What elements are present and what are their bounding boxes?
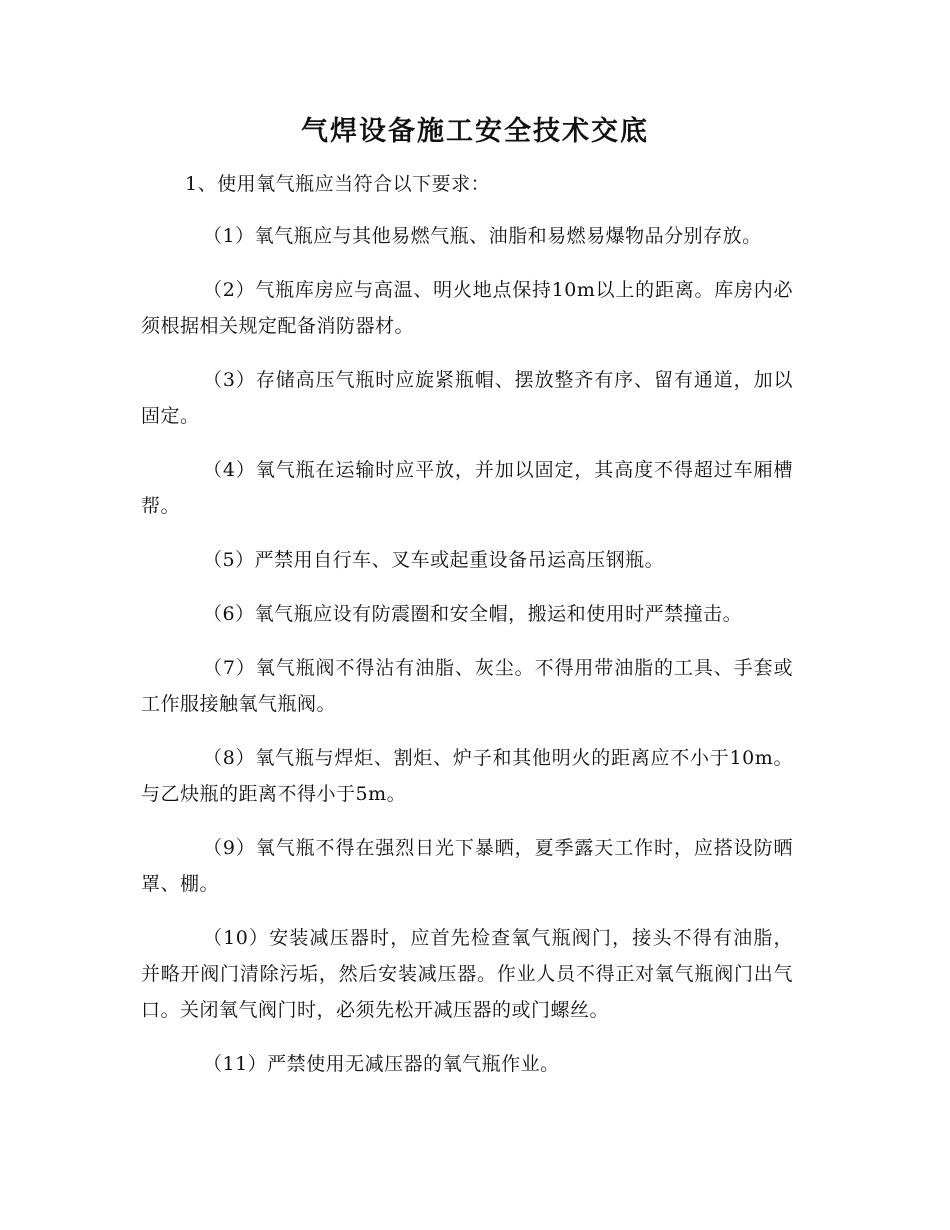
requirement-item-2: （2）气瓶库房应与高温、明火地点保持10m以上的距离。库房内必须根据相关规定配备消防器材。 [141, 279, 793, 337]
requirement-item-1: （1）氧气瓶应与其他易燃气瓶、油脂和易燃易爆物品分别存放。 [203, 225, 762, 247]
page-title: 气焊设备施工安全技术交底 [301, 116, 649, 147]
requirement-item-11: （11）严禁使用无减压器的氧气瓶作业。 [203, 1053, 560, 1075]
section-intro: 1、使用氧气瓶应当符合以下要求： [185, 173, 491, 195]
requirement-item-9: （9）氧气瓶不得在强烈日光下暴晒，夏季露天工作时，应搭设防晒罩、棚。 [141, 837, 793, 895]
requirement-item-4: （4）氧气瓶在运输时应平放，并加以固定，其高度不得超过车厢槽帮。 [141, 459, 793, 517]
requirement-item-8: （8）氧气瓶与焊炬、割炬、炉子和其他明火的距离应不小于10m。与乙炔瓶的距离不得小于5m。 [141, 747, 793, 805]
requirement-item-6: （6）氧气瓶应设有防震圈和安全帽，搬运和使用时严禁撞击。 [203, 603, 743, 625]
requirement-item-5: （5）严禁用自行车、叉车或起重设备吊运高压钢瓶。 [203, 549, 665, 571]
requirement-item-7: （7）氧气瓶阀不得沾有油脂、灰尘。不得用带油脂的工具、手套或工作服接触氧气瓶阀。 [141, 657, 793, 715]
document-body [141, 166, 793, 1100]
requirement-item-10: （10）安装减压器时，应首先检查氧气瓶阀门，接头不得有油脂，并略开阀门清除污垢，然后安装减压器。作业人员不得正对氧气瓶阀门出气口。关闭氧气阀门时，必须先松开减压器的或门螺丝。 [141, 927, 793, 1021]
requirement-item-3: （3）存储高压气瓶时应旋紧瓶帽、摆放整齐有序、留有通道，加以固定。 [141, 369, 793, 427]
